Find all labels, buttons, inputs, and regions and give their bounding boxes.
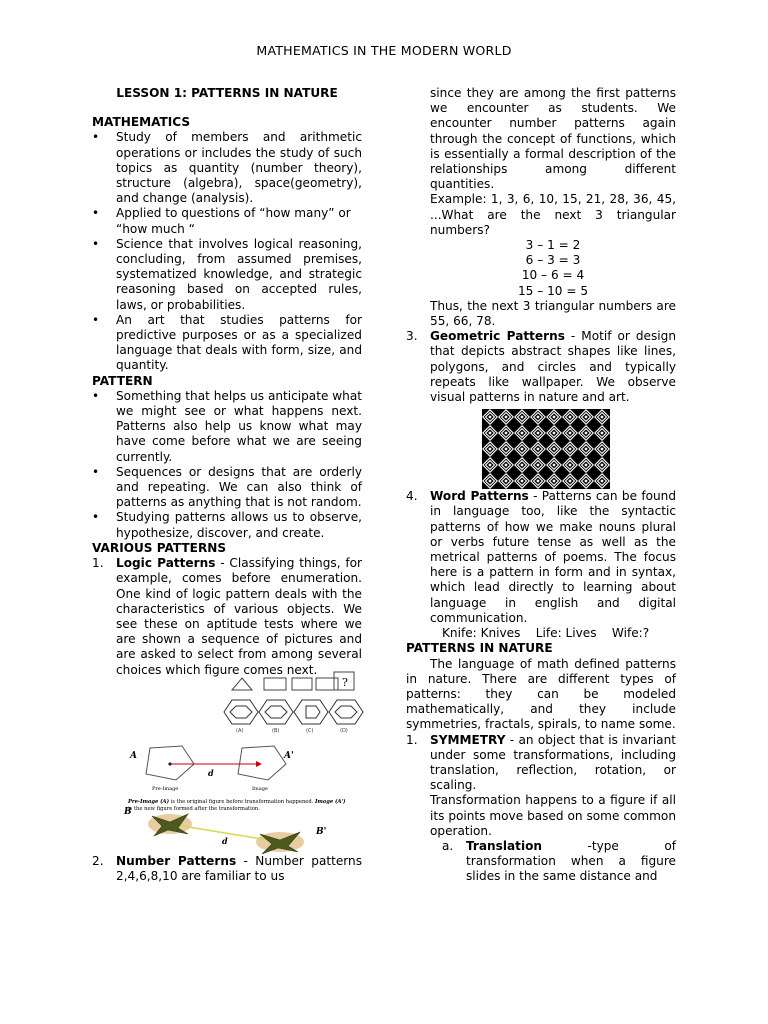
label-d2: d xyxy=(222,835,228,846)
choice-label: (C) xyxy=(306,727,314,734)
nature-paragraph: The language of math defined patterns in nature. There are different types of patterns: they can be modeled mathematically, and they include symmetries, fractals, spirals, to name some. xyxy=(406,656,676,732)
geometric-patterns-text: - Motif or design that depicts abstract shapes like lines, polygons, and circles and typically repeats like wallpaper. We observe visual patterns in nature and art. xyxy=(430,329,676,405)
logic-patterns-text: - Classifying things, for example, comes before enumeration. One kind of logic pattern deals with the characteristics of various objects. We see these on aptitude tests where we are shown a sequence of pictures and are asked to select from among several choices which figure comes next. xyxy=(116,556,362,677)
translation-text: -type of transformation when a figure slides in the same distance and xyxy=(466,838,676,884)
pattern-bullet: • Studying patterns allows us to observe, hypothesize, discover, and create. xyxy=(92,510,362,540)
geometric-pattern-image xyxy=(482,409,610,489)
list-number: 1. xyxy=(92,556,104,571)
equation: 6 – 3 = 3 xyxy=(525,253,581,268)
list-item-geometric-patterns xyxy=(406,329,676,405)
heading-pattern: PATTERN xyxy=(92,373,153,388)
heading-various-patterns: VARIOUS PATTERNS xyxy=(92,540,227,555)
triangular-example: Example: 1, 3, 6, 10, 15, 21, 28, 36, 45, ...What are the next 3 triangular numbers? xyxy=(430,192,676,237)
math-bullet: • Science that involves logical reasoning, concluding, from assumed premises, systematized knowledge, and strategic reasoning based on accepted rules, laws, or probabilities. xyxy=(92,237,362,313)
pattern-bullet: • Sequences or designs that are orderly and repeating. We can also think of patterns as anything that is not random. xyxy=(92,465,362,511)
word-patterns-title: Word Patterns xyxy=(430,489,529,504)
diamond-pattern-graphic xyxy=(482,409,610,489)
list-number: 4. xyxy=(406,489,418,504)
label-a: A xyxy=(130,750,137,761)
word-pattern-example: Knife: Knives Life: Lives Wife:? xyxy=(442,626,650,641)
choice-label: (D) xyxy=(340,727,348,734)
right-column xyxy=(406,86,676,885)
list-number: 2. xyxy=(92,853,104,868)
number-patterns-text: - Number patterns 2,4,6,8,10 are familiar to us xyxy=(116,853,363,883)
question-mark: ? xyxy=(342,675,348,689)
label-b-prime: B' xyxy=(316,826,327,837)
figure-caption: Pre-Image (A) is the original figure before transformation happened. Image (A') xyxy=(128,798,346,805)
label-a-prime: A' xyxy=(284,750,294,761)
translation-diagram xyxy=(90,675,362,848)
answer-choices xyxy=(224,700,363,724)
translation-figure xyxy=(90,675,362,848)
symmetry-title: SYMMETRY xyxy=(430,732,506,747)
list-item-symmetry xyxy=(406,733,676,794)
equation: 15 – 10 = 5 xyxy=(517,283,589,298)
left-column xyxy=(92,86,362,884)
label-b: B xyxy=(124,806,132,817)
symmetry-text: - an object that is invariant under some transformations, including translation, reflection, rotation, or scaling. xyxy=(430,732,676,793)
heading-patterns-in-nature: PATTERNS IN NATURE xyxy=(406,641,553,656)
image-label: Image xyxy=(252,785,268,792)
math-bullet: • An art that studies patterns for predictive purposes or as a specialized language that deals with form, size, and quantity. xyxy=(92,313,362,374)
transformation-text: Transformation happens to a figure if all its points move based on some common operation. xyxy=(430,793,676,838)
lesson-title: LESSON 1: PATTERNS IN NATURE xyxy=(116,86,338,100)
list-number: 3. xyxy=(406,329,418,344)
choice-label: (A) xyxy=(236,727,244,734)
geometric-patterns-title: Geometric Patterns xyxy=(430,329,565,344)
image-pentagon xyxy=(238,746,286,780)
pre-image-label: Pre-Image xyxy=(152,785,179,792)
page-header: MATHEMATICS IN THE MODERN WORLD xyxy=(256,43,512,58)
pattern-bullet: • Something that helps us anticipate what we might see or what happens next. Patterns also help us know what may have come before what we are seeing currently. xyxy=(92,389,362,465)
list-item-logic-patterns xyxy=(92,556,362,678)
word-patterns-text: - Patterns can be found in language too, like the syntactic patterns of how we make nouns plural or verbs future tense as well as the metrical patterns of poems. The focus here is a pattern in form and in syntax, which lead directly to learning about language in english and digital communication. xyxy=(430,489,676,625)
list-item-number-patterns xyxy=(92,854,362,884)
equation: 10 – 6 = 4 xyxy=(521,268,585,283)
heading-mathematics: MATHEMATICS xyxy=(92,115,191,130)
logic-patterns-title: Logic Patterns xyxy=(116,556,216,571)
triangular-answer: Thus, the next 3 triangular numbers are 55, 66, 78. xyxy=(430,298,676,329)
list-item-word-patterns xyxy=(406,489,676,626)
equation: 3 – 1 = 2 xyxy=(525,238,581,253)
label-d: d xyxy=(208,767,214,778)
number-patterns-continued: since they are among the first patterns we encounter as students. We encounter number patterns again through the concept of functions, which is essentially a formal description of the relationships among different quantities. xyxy=(430,86,676,192)
math-bullet: • Applied to questions of “how many” or “how much “ xyxy=(92,206,362,236)
math-bullet: • Study of members and arithmetic operations or includes the study of such topics as quantity (number theory), structure (algebra), space(geometry), and change (analysis). xyxy=(92,130,362,206)
list-item-translation xyxy=(406,839,676,885)
figure-caption-cont: is the new figure formed after the transformation. xyxy=(128,805,260,812)
list-letter: a. xyxy=(442,838,454,853)
list-number: 1. xyxy=(406,732,418,747)
translation-title: Translation xyxy=(466,838,543,853)
number-patterns-title: Number Patterns xyxy=(116,853,237,868)
choice-label: (B) xyxy=(272,727,280,734)
